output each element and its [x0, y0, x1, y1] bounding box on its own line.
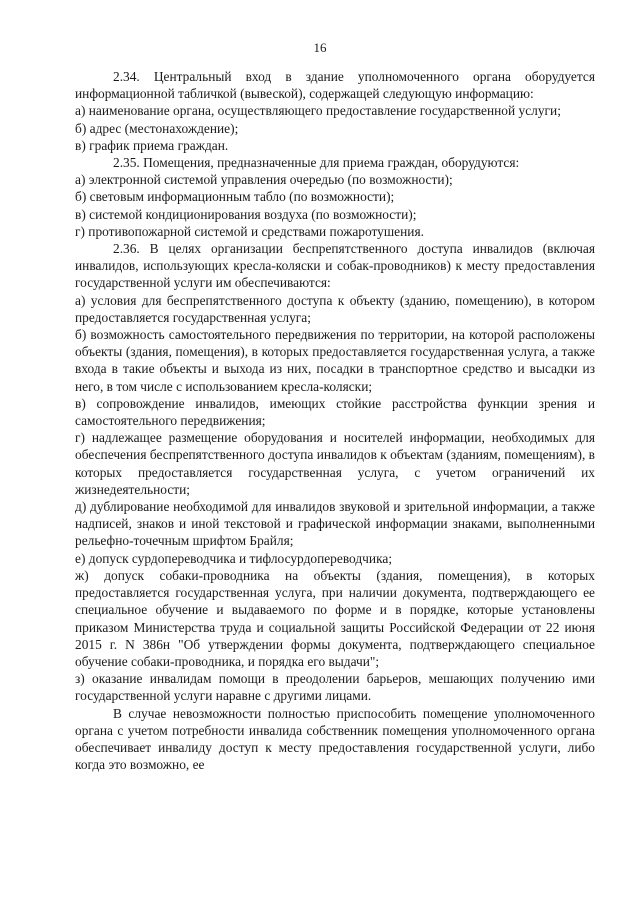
list-item-2-36-e: е) допуск сурдопереводчика и тифлосурдопереводчика;	[75, 550, 393, 566]
list-item-2-35-v: в) системой кондиционирования воздуха (по возможности);	[75, 206, 417, 222]
page-number: 16	[313, 40, 327, 55]
document-body	[75, 68, 595, 773]
list-item-2-36-b: б) возможность самостоятельного передвижения по территории, на которой расположены объекты (здания, помещения), в которых предоставляется государственная услуга, а также входа в такие объекты и выхода из них, посадки в транспортное средство и высадки из него, в том числе с использованием кресла-коляски;	[75, 327, 595, 394]
paragraph-2-36: 2.36. В целях организации беспрепятственного доступа инвалидов (включая инвалидов, использующих кресла-коляски и собак-проводников) к месту предоставления государственной услуги им обеспечиваются:	[75, 241, 595, 291]
list-item-2-36-zh: ж) допуск собаки-проводника на объекты (здания, помещения), в которых предоставляется государственная услуга, при наличии документа, подтверждающего ее специальное обучение и выдаваемого по форме и в порядке, которые установлены приказом Министерства труда и социальной защиты Российской Федерации от 22 июня 2015 г. N 386н "Об утверждении формы документа, подтверждающего специальное обучение собаки-проводника, и порядка его выдачи";	[75, 567, 595, 669]
list-item-2-35-a: а) электронной системой управления очередью (по возможности);	[75, 172, 453, 188]
paragraph-impossibility-case: В случае невозможности полностью приспособить помещение уполномоченного органа с учетом потребности инвалида собственник помещения уполномоченного органа обеспечивает инвалиду доступ к месту предоставления государственной услуги, либо когда это возможно, ее	[75, 705, 595, 773]
list-item-2-36-g: г) надлежащее размещение оборудования и носителей информации, необходимых для обеспечения беспрепятственного доступа инвалидов к объектам (зданиям, помещениям), в которых предоставляется государственная услуга, с учетом ограничений их жизнедеятельности;	[75, 430, 595, 497]
list-item-2-35-b: б) световым информационным табло (по возможности);	[75, 189, 395, 205]
list-item-2-34-v: в) график приема граждан.	[75, 137, 229, 153]
list-item-2-36-z: з) оказание инвалидам помощи в преодолении барьеров, мешающих получению ими государственной услуги наравне с другими лицами.	[75, 671, 595, 704]
list-item-2-36-a: а) условия для беспрепятственного доступа к объекту (зданию, помещению), в котором предоставляется государственная услуга;	[75, 292, 595, 325]
list-item-2-36-v: в) сопровождение инвалидов, имеющих стойкие расстройства функции зрения и самостоятельного передвижения;	[75, 395, 595, 429]
list-item-2-36-d: д) дублирование необходимой для инвалидов звуковой и зрительной информации, а также надписей, знаков и иной текстовой и графической информации знаками, выполненными рельефно-точечным шрифтом Брайля;	[75, 499, 595, 549]
list-item-2-34-a: а) наименование органа, осуществляющего предоставление государственной услуги;	[75, 103, 561, 119]
paragraph-2-34: 2.34. Центральный вход в здание уполномоченного органа оборудуется информационной табличкой (вывеской), содержащей следующую информацию:	[75, 69, 595, 102]
list-item-2-35-g: г) противопожарной системой и средствами пожаротушения.	[75, 223, 424, 239]
list-item-2-34-b: б) адрес (местонахождение);	[75, 120, 239, 136]
paragraph-2-35: 2.35. Помещения, предназначенные для приема граждан, оборудуются:	[113, 155, 520, 171]
